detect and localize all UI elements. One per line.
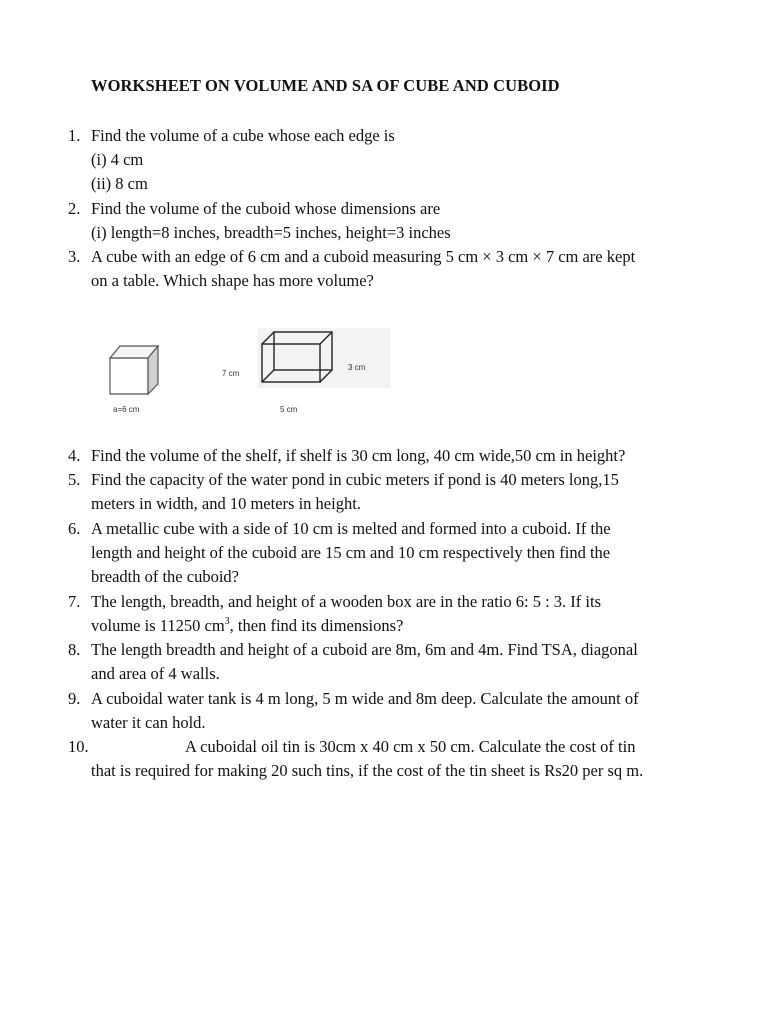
cube-edge-label: a=6 cm <box>113 405 140 414</box>
question-2-text: Find the volume of the cuboid whose dimensions are <box>91 199 441 218</box>
question-number: 6. <box>68 519 81 538</box>
cuboid-depth-label: 3 cm <box>348 363 366 372</box>
cuboid-height-label: 7 cm <box>222 369 240 378</box>
question-6-text-cont-2: breadth of the cuboid? <box>91 567 239 586</box>
cube-shape <box>110 346 158 394</box>
question-8-text-cont: and area of 4 walls. <box>91 664 220 683</box>
question-10-text-cont: that is required for making 20 such tins, if the cost of the tin sheet is Rs20 per sq m. <box>91 761 644 780</box>
question-2-option-i: (i) length=8 inches, breadth=5 inches, height=3 inches <box>91 223 451 242</box>
question-10-text: A cuboidal oil tin is 30cm x 40 cm x 50 cm. Calculate the cost of tin <box>185 737 636 756</box>
question-1-text: Find the volume of a cube whose each edge is <box>91 126 395 145</box>
question-5-text-cont: meters in width, and 10 meters in height. <box>91 494 361 513</box>
question-number: 3. <box>68 247 81 266</box>
question-number: 2. <box>68 199 81 218</box>
question-6-text-cont: length and height of the cuboid are 15 cm and 10 cm respectively then find the <box>91 543 611 562</box>
question-8-text: The length breadth and height of a cuboid are 8m, 6m and 4m. Find TSA, diagonal <box>91 640 638 659</box>
question-9-text: A cuboidal water tank is 4 m long, 5 m wide and 8m deep. Calculate the amount of <box>91 689 639 708</box>
question-3-text: A cube with an edge of 6 cm and a cuboid measuring 5 cm × 3 cm × 7 cm are kept <box>91 247 636 266</box>
superscript-cubed: 3 <box>224 615 230 627</box>
question-5-text: Find the capacity of the water pond in cubic meters if pond is 40 meters long,15 <box>91 470 619 489</box>
question-number: 9. <box>68 689 81 708</box>
question-7-text-cont <box>91 614 403 638</box>
cube-cuboid-figure <box>100 322 400 418</box>
question-4-text: Find the volume of the shelf, if shelf is 30 cm long, 40 cm wide,50 cm in height? <box>91 446 626 465</box>
question-number: 1. <box>68 126 81 145</box>
cuboid-length-label: 5 cm <box>280 405 298 414</box>
question-number: 8. <box>68 640 81 659</box>
question-1-option-ii: (ii) 8 cm <box>91 174 148 193</box>
question-number: 4. <box>68 446 81 465</box>
question-7-volume: volume is 11250 cm <box>91 616 225 635</box>
question-1-option-i: (i) 4 cm <box>91 150 144 169</box>
question-3-text-cont: on a table. Which shape has more volume? <box>91 271 374 290</box>
worksheet-title: WORKSHEET ON VOLUME AND SA OF CUBE AND CUBOID <box>91 76 560 95</box>
question-number: 7. <box>68 592 81 611</box>
question-9-text-cont: water it can hold. <box>91 713 206 732</box>
question-6-text: A metallic cube with a side of 10 cm is melted and formed into a cuboid. If the <box>91 519 611 538</box>
question-number: 10. <box>68 737 89 756</box>
question-7-tail: , then find its dimensions? <box>229 616 404 635</box>
question-7-text: The length, breadth, and height of a wooden box are in the ratio 6: 5 : 3. If its <box>91 592 601 611</box>
question-number: 5. <box>68 470 81 489</box>
